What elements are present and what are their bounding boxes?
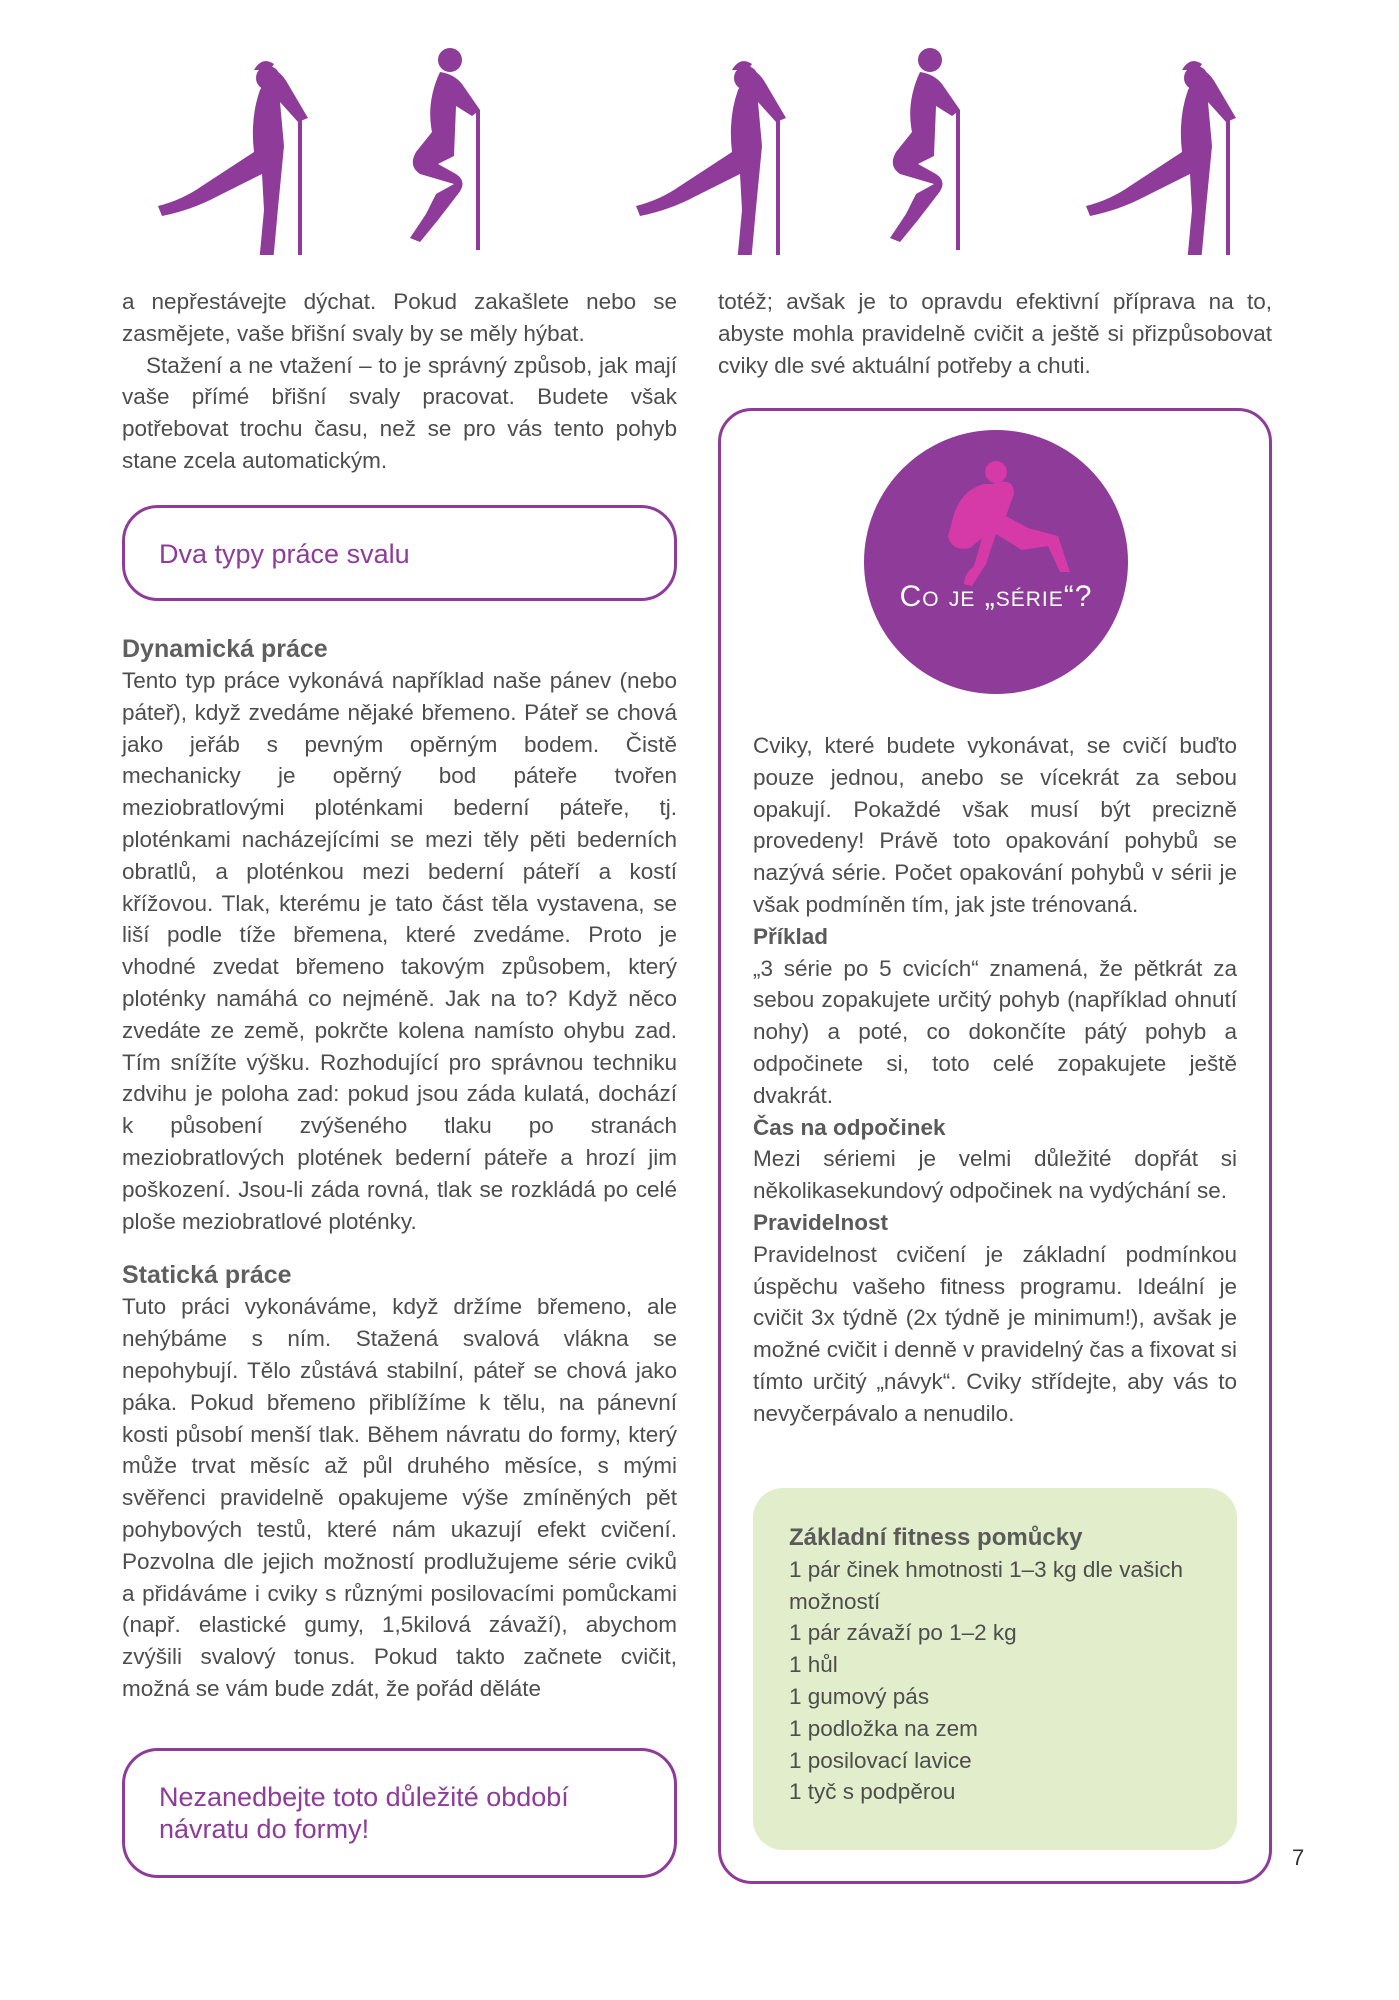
- static-work-text: Tuto práci vykonáváme, když držíme břemeno, ale nehýbáme s ním. Stažená svalová vlákna se nepohybují. Tělo zůstává stabilní, páteř se chová jako páka. Pokud břemeno přiblížíme k tělu, na pánevní kosti působí menší tlak. Během návratu do formy, který může trvat měsíc až půl druhého měsíce, s mými svěřenci pravidelně opakujeme výše zmíněných pět pohybových testů, které nám ukazují efekt cvičení. Pozvolna dle jejich možností prodlužujeme série cviků a přidáváme i cviky s různými posilovacími pomůckami (např. elastické gumy, 1,5kilová závaží), abychom zvýšili svalový tonus. Pokud takto začnete cvičit, možná se vám bude zdát, že pořád děláte: [122, 1294, 677, 1701]
- equipment-item: 1 tyč s podpěrou: [789, 1779, 956, 1805]
- equipment-item: 1 posilovací lavice: [789, 1747, 972, 1773]
- right-column-continuation: [718, 286, 1272, 381]
- woman-stretch-silhouette-icon: [864, 430, 1128, 694]
- left-column-body: [122, 633, 677, 1705]
- example-text: „3 série po 5 cvicích“ znamená, že pětkrát za sebou zopakujete určitý pohyb (například ohnutí nohy) a poté, co dokončíte pátý pohyb a odpočinete si, toto celé zopakujete ještě dvakrát.: [753, 955, 1237, 1108]
- intro-paragraph-2: Stažení a ne vtažení – to je správný způsob, jak mají vaše přímé břišní svaly pracovat. Budete však potřebovat trochu času, než se pro vás tento pohyb stane zcela automatickým.: [122, 352, 677, 473]
- intro-paragraph-1: a nepřestávejte dýchat. Pokud zakašlete nebo se zasmějete, vaše břišní svaly by se měly hýbat.: [122, 289, 677, 346]
- exercise-figures: [0, 20, 1399, 255]
- equipment-item: 1 hůl: [789, 1652, 838, 1678]
- callout-return-to-form: [122, 1748, 677, 1878]
- static-work-heading: Statická práce: [122, 1261, 292, 1290]
- equipment-item: 1 pár závaží po 1–2 kg: [789, 1620, 1017, 1646]
- callout-return-line-2: návratu do formy!: [159, 1814, 370, 1844]
- dynamic-work-text: Tento typ práce vykonává například naše pánev (nebo páteř), když zvedáme nějaké břemeno. Páteř se chová jako jeřáb s pevným opěrným bodem. Čistě mechanicky je opěrný bod páteře tvořen meziobratlovými ploténkami bederní páteře, tj. ploténkami nacházejícími se mezi těly pěti bederních obratlů, a ploténkou mezi bederní páteří a kostí křížovou. Tlak, kterému je tato část těla vystavena, se liší podle tíže břemena, které zvedáme. Proto je vhodné zvedat břemeno takovým způsobem, který ploténky namáhá co nejméně. Jak na to? Když něco zvedáte ze země, pokrčte kolena namísto ohybu zad. Tím snížíte výšku. Rozhodující pro správnou techniku zdvihu je poloha zad: pokud jsou záda kulatá, dochází k působení zvýšeného tlaku po stranách meziobratlových plotének bederní páteře a hrozí jim poškození. Jsou-li záda rovná, tlak se rozkládá po celé ploše meziobratlové ploténky.: [122, 668, 677, 1234]
- rest-text: Mezi sériemi je velmi důležité dopřát si několikasekundový odpočinek na vydýchání se.: [753, 1146, 1237, 1204]
- example-heading: Příklad: [753, 923, 829, 949]
- page-number: 7: [1292, 1845, 1305, 1870]
- equipment-item: 1 pár činek hmotnosti 1–3 kg dle vašich možností: [789, 1556, 1183, 1614]
- equipment-item: 1 podložka na zem: [789, 1715, 978, 1741]
- left-column-intro: [122, 286, 677, 477]
- continuation-paragraph: totéž; avšak je to opravdu efektivní příprava na to, abyste mohla pravidelně cvičit a ještě si přizpůsobovat cviky dle své aktuální potřeby a chuti.: [718, 289, 1272, 378]
- regularity-heading: Pravidelnost: [753, 1209, 889, 1235]
- callout-muscle-work-types-text: Dva typy práce svalu: [159, 539, 410, 569]
- callout-return-line-1: Nezanedbejte toto důležité období: [159, 1782, 569, 1812]
- equipment-item: 1 gumový pás: [789, 1683, 930, 1709]
- regularity-text: Pravidelnost cvičení je základní podmínkou úspěchu vašeho fitness programu. Ideální je cvičit 3x týdně (2x týdně je minimum!), avšak je možné cvičit i denně v pravidelný čas a fixovat si tímto určitý „návyk“. Cviky střídejte, aby vás to nevyčerpávalo a nenudilo.: [753, 1241, 1237, 1426]
- series-title-circle: [864, 430, 1128, 694]
- sidebar-text: [753, 730, 1237, 1430]
- equipment-box: [753, 1488, 1237, 1850]
- series-circle-title: Co je „série“?: [899, 580, 1093, 613]
- callout-muscle-work-types: [122, 505, 677, 601]
- series-intro-text: Cviky, které budete vykonávat, se cvičí buďto pouze jednou, anebo se vícekrát za sebou opakují. Pokaždé však musí být precizně provedeny! Právě toto opakování pohybů se nazývá série. Počet opakování pohybů v sérii je však podmíněn tím, jak jste trénovaná.: [753, 733, 1237, 917]
- dynamic-work-heading: Dynamická práce: [122, 635, 328, 663]
- rest-heading: Čas na odpočinek: [753, 1114, 946, 1140]
- equipment-heading: Základní fitness pomůcky: [789, 1524, 1083, 1551]
